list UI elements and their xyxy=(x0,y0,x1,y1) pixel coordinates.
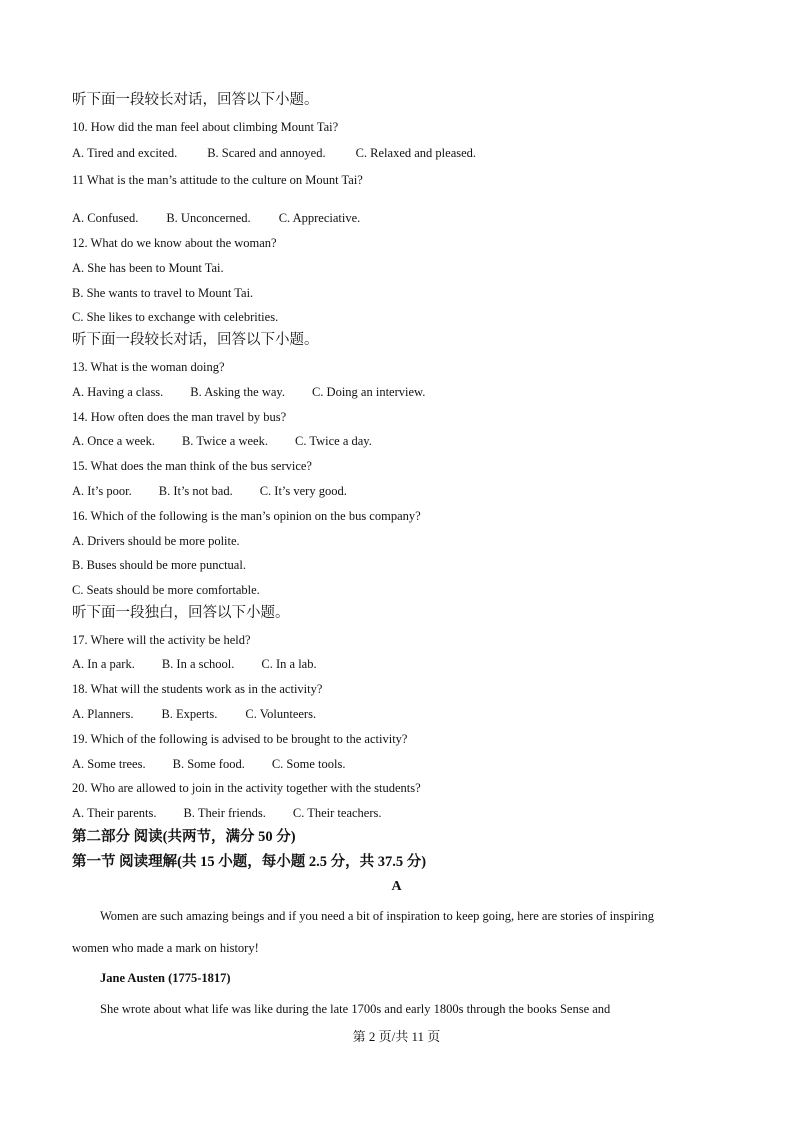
options-20 xyxy=(72,805,382,821)
option-19b: B. Some food. xyxy=(172,757,245,771)
option-16c: C. Seats should be more comfortable. xyxy=(72,583,260,597)
question-10: 10. How did the man feel about climbing Mount Tai? xyxy=(72,120,339,134)
options-13 xyxy=(72,384,425,400)
option-13c: C. Doing an interview. xyxy=(311,385,426,399)
option-13a: A. Having a class. xyxy=(72,385,164,399)
question-19: 19. Which of the following is advised to be brought to the activity? xyxy=(72,732,408,746)
section-1-title: 第一节 阅读理解(共 15 小题，每小题 2.5 分，共 37.5 分) xyxy=(72,854,427,870)
options-19 xyxy=(72,756,345,772)
option-13b: B. Asking the way. xyxy=(190,385,285,399)
option-12c: C. She likes to exchange with celebrities. xyxy=(72,310,279,324)
question-15: 15. What does the man think of the bus service? xyxy=(72,459,312,473)
part-2-title: 第二部分 阅读(共两节，满分 50 分) xyxy=(72,829,296,845)
option-11b: B. Unconcerned. xyxy=(166,211,251,225)
question-16: 16. Which of the following is the man’s opinion on the bus company? xyxy=(72,509,421,523)
option-17a: A. In a park. xyxy=(72,657,135,671)
question-18: 18. What will the students work as in the activity? xyxy=(72,682,323,696)
option-14b: B. Twice a week. xyxy=(181,434,268,448)
question-14: 14. How often does the man travel by bus? xyxy=(72,410,287,424)
option-10a: A. Tired and excited. xyxy=(72,146,178,160)
page-footer: 第 2 页/共 11 页 xyxy=(352,1029,441,1044)
option-18c: C. Volunteers. xyxy=(245,707,317,721)
option-14a: A. Once a week. xyxy=(72,434,155,448)
option-17b: B. In a school. xyxy=(161,657,235,671)
option-12b: B. She wants to travel to Mount Tai. xyxy=(72,286,254,300)
options-18 xyxy=(72,706,316,722)
listening-group-1-heading: 听下面一段较长对话，回答以下小题。 xyxy=(72,92,319,108)
passage-heading: Jane Austen (1775-1817) xyxy=(100,971,231,985)
passage-intro-line-1: Women are such amazing beings and if you need a bit of inspiration to keep going, here are stories of inspiring xyxy=(100,909,655,923)
option-16a: A. Drivers should be more polite. xyxy=(72,534,240,548)
option-18b: B. Experts. xyxy=(161,707,218,721)
option-15b: B. It’s not bad. xyxy=(158,484,233,498)
passage-intro-line-2: women who made a mark on history! xyxy=(72,941,259,955)
options-14 xyxy=(72,433,372,449)
option-14c: C. Twice a day. xyxy=(294,434,372,448)
passage-label: A xyxy=(391,879,402,894)
option-16b: B. Buses should be more punctual. xyxy=(72,558,246,572)
option-17c: C. In a lab. xyxy=(261,657,317,671)
question-17: 17. Where will the activity be held? xyxy=(72,633,251,647)
options-15 xyxy=(72,483,347,499)
listening-group-2-heading: 听下面一段较长对话，回答以下小题。 xyxy=(72,332,319,348)
options-10 xyxy=(72,145,476,161)
option-10b: B. Scared and annoyed. xyxy=(207,146,326,160)
option-12a: A. She has been to Mount Tai. xyxy=(72,261,224,275)
options-11 xyxy=(72,210,360,226)
option-20c: C. Their teachers. xyxy=(292,806,382,820)
option-19c: C. Some tools. xyxy=(271,757,346,771)
option-11c: C. Appreciative. xyxy=(278,211,361,225)
option-10c: C. Relaxed and pleased. xyxy=(355,146,477,160)
option-18a: A. Planners. xyxy=(72,707,134,721)
passage-body-line-1: She wrote about what life was like during the late 1700s and early 1800s through the books Sense and xyxy=(100,1002,611,1016)
option-15a: A. It’s poor. xyxy=(72,484,132,498)
question-20: 20. Who are allowed to join in the activity together with the students? xyxy=(72,781,421,795)
option-20a: A. Their parents. xyxy=(72,806,157,820)
option-19a: A. Some trees. xyxy=(72,757,146,771)
option-15c: C. It’s very good. xyxy=(259,484,347,498)
question-12: 12. What do we know about the woman? xyxy=(72,236,277,250)
question-11: 11 What is the man’s attitude to the culture on Mount Tai? xyxy=(72,173,363,187)
listening-group-3-heading: 听下面一段独白，回答以下小题。 xyxy=(72,605,290,621)
question-13: 13. What is the woman doing? xyxy=(72,360,225,374)
option-11a: A. Confused. xyxy=(72,211,139,225)
option-20b: B. Their friends. xyxy=(183,806,266,820)
options-17 xyxy=(72,656,317,672)
